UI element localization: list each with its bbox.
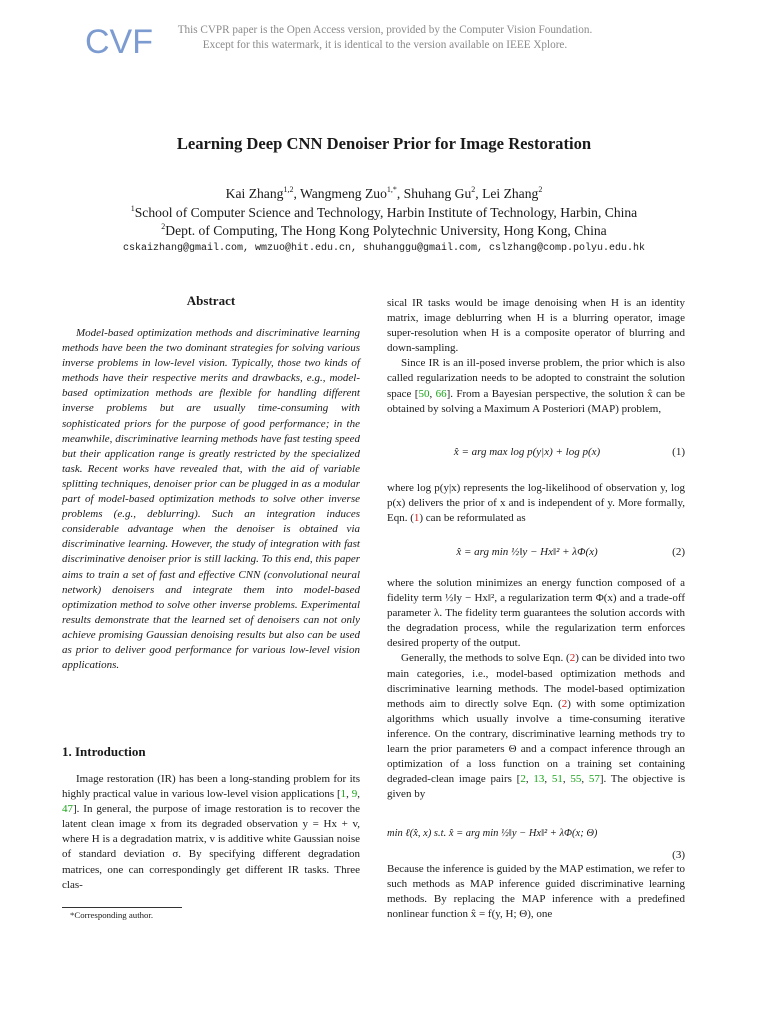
author-name: Lei Zhang xyxy=(482,186,539,201)
banner-line-1: This CVPR paper is the Open Access version, provided by the Computer Vision Foundation. xyxy=(177,24,593,36)
text-run: Image restoration (IR) has been a long-standing problem for its highly practical value in various low-level vision applications [ xyxy=(62,773,360,801)
text-run: where log p(y|x) represents the log-likelihood of observation y, log p(x) delivers the prior of x and is independent of y. More formally, Eqn. ( xyxy=(387,482,685,525)
author-affil-mark: 1,2 xyxy=(283,185,294,194)
affil-text: Dept. of Computing, The Hong Kong Polytechnic University, Hong Kong, China xyxy=(165,223,607,238)
affil-text: School of Computer Science and Technology, Harbin Institute of Technology, Harbin, China xyxy=(134,204,638,220)
equation-2 xyxy=(387,540,685,568)
equation-ref-link[interactable]: 2 xyxy=(569,652,576,665)
author-emails: cskaizhang@gmail.com, wmzuo@hit.edu.cn, shuhanggu@gmail.com, cslzhang@comp.polyu.edu.hk xyxy=(122,243,646,254)
text-run: ) can be reformulated as xyxy=(419,512,526,525)
banner-line-2: Except for this watermark, it is identical to the version available on IEEE Xplore. xyxy=(202,39,568,51)
equation-ref-link[interactable]: 2 xyxy=(561,697,568,710)
right-col-block-3 xyxy=(387,576,685,802)
author-name: Wangmeng Zuo xyxy=(300,186,387,201)
intro-paragraph: Image restoration (IR) has been a long-standing problem for its highly practical value in various low-level vision applications [1, 9, 47]. In general, the purpose of image restoration is to recover the latent clean image x from its degraded observation y = Hx + v, where H is a degradation matrix, v is additive white Gaussian noise of standard deviation σ. By specifying different degradation matrices, one can correspondingly get different IR tasks. Three clas- xyxy=(62,773,361,891)
author-name: Kai Zhang xyxy=(225,186,284,201)
affil-mark: 1 xyxy=(130,203,135,213)
author-affil-mark: 2 xyxy=(538,185,543,194)
abstract-paragraph: Model-based optimization methods and discriminative learning methods have been the two dominant strategies for solving various inverse problems in low-level vision. Typically, those two kinds of methods have their respective merits and drawbacks, e.g., model-based optimization methods are flexible for handling different inverse problems but are usually time-consuming with sophisticated priors for the purpose of good performance; in the meanwhile, discriminative learning methods have fast testing speed but their application range is greatly restricted by the specialized task. Recent works have revealed that, with the aid of variable splitting techniques, denoiser prior can be plugged in as a modular part of model-based optimization methods to solve other inverse problems (e.g., deblurring). Such an integration induces considerable advantage when the denoiser is obtained via discriminative learning. However, the study of integration with fast discriminative denoiser prior is still lacking. To this end, this paper aims to train a set of fast and effective CNN (convolutional neural network) denoisers and integrate them into model-based optimization method to solve other inverse problems. Experimental results demonstrate that the learned set of denoisers can not only achieve promising Gaussian denoising results but also can be used as prior to deliver good performance for various low-level vision applications. xyxy=(62,327,360,672)
right-col-block-1 xyxy=(387,296,685,417)
affiliation-2 xyxy=(0,222,768,241)
equation-ref-link[interactable]: 1 xyxy=(413,512,420,525)
equation-body: x̂ = arg min ½‖y − Hx‖² + λΦ(x) xyxy=(456,546,598,558)
citation-link[interactable]: 1 xyxy=(340,788,347,801)
citation-link[interactable]: 2 xyxy=(520,773,526,786)
citation-link[interactable]: 9 xyxy=(351,788,358,801)
equation-body: min ℓ(x̂, x) s.t. x̂ = arg min ½‖y − Hx‖² + λΦ(x; Θ) xyxy=(387,828,598,839)
citation-link[interactable]: 66 xyxy=(435,387,447,400)
footnote: *Corresponding author. xyxy=(70,910,154,920)
citation-link[interactable]: 50 xyxy=(418,387,430,400)
author-list: Kai Zhang$^{1,2}$, Wangmeng Zuo$^{1,*}$, Shuhang Gu$^2$, Lei Zhang$^2$ xyxy=(225,185,543,201)
citation-link[interactable]: 55 xyxy=(570,773,582,786)
paragraph: Generally, the methods to solve Eqn. (2) can be divided into two main categories, i.e., model-based optimization methods and discriminative learning methods. The model-based optimization methods aim to directly solve Eqn. (2) with some optimization algorithms which usually involve a time-consuming iterative inference. On the contrary, discriminative learning methods try to learn the prior parameters Θ and a compact inference through an optimization of a loss function on a training set containing degraded-clean image pairs [2, 13, 51, 55, 57]. The objective is given by xyxy=(387,652,686,801)
paragraph: sical IR tasks would be image denoising when H is an identity matrix, image deblurring when H is a blurring operator, image super-resolution when H is a composite operator of blurring and down-sampling. xyxy=(387,297,685,355)
author-affil-mark: 2 xyxy=(471,185,476,194)
paragraph: Because the inference is guided by the MAP estimation, we refer to such methods as MAP inference guided discriminative learning methods. By replacing the MAP inference with a predefined nonlinear function x̂ = f(y, H; Θ), one xyxy=(387,863,685,921)
cvf-logo xyxy=(84,22,153,61)
equation-3 xyxy=(387,822,685,861)
abstract-heading: Abstract xyxy=(186,293,236,308)
text-run: ]. The objective is given by xyxy=(387,773,686,801)
equation-body: x̂ = arg max log p(y|x) + log p(x) xyxy=(453,446,601,458)
text-run: Since IR is an ill-posed inverse problem, the prior which is also called regularization needs to be adopted to constraint the solution space [ xyxy=(387,357,685,400)
citation-link[interactable]: 51 xyxy=(551,773,563,786)
equation-1 xyxy=(387,440,685,468)
cvf-logo-text: CVF xyxy=(85,23,153,61)
text-run: ]. From a Bayesian perspective, the solution x̂ can be obtained by solving a Maximum A Posteriori (MAP) problem, xyxy=(387,387,686,415)
open-access-banner xyxy=(150,23,620,53)
citation-link[interactable]: 47 xyxy=(62,803,73,816)
equation-number: (2) xyxy=(672,546,685,558)
right-col-block-4 xyxy=(387,862,685,922)
paper-title: Learning Deep CNN Denoiser Prior for Image Restoration xyxy=(176,134,592,153)
right-col-block-2 xyxy=(387,481,685,526)
intro-text xyxy=(62,772,360,893)
citation-link[interactable]: 13 xyxy=(533,773,545,786)
section-heading-introduction: 1. Introduction xyxy=(62,744,146,759)
affiliation-1 xyxy=(0,204,768,223)
affil-mark: 2 xyxy=(161,222,166,231)
citation-link[interactable]: 57 xyxy=(588,773,600,786)
author-affil-mark: 1,* xyxy=(386,185,397,194)
author-block xyxy=(0,185,768,241)
equation-number: (3) xyxy=(672,849,685,861)
equation-number: (1) xyxy=(672,446,685,458)
abstract-text xyxy=(62,326,360,673)
text-run: Generally, the methods to solve Eqn. ( xyxy=(401,652,570,665)
author-name: Shuhang Gu xyxy=(403,186,472,201)
paragraph: Since IR is an ill-posed inverse problem, the prior which is also called regularization needs to be adopted to constraint the solution space [50, 66]. From a Bayesian perspective, the solution x̂ can be obtained by solving a Maximum A Posteriori (MAP) problem, xyxy=(387,357,686,415)
text-run: ) can be divided into two main categories, i.e., model-based optimization methods and discriminative learning methods. The model-based optimization methods aim to directly solve Eqn. ( xyxy=(387,652,685,710)
paragraph xyxy=(387,481,685,526)
footnote-rule xyxy=(62,907,182,908)
text-run: ) with some optimization algorithms which usually involve a time-consuming iterative inference. On the contrary, discriminative learning methods try to learn the prior parameters Θ and a compact inference through an optimization of a loss function on a training set containing degraded-clean image pairs [ xyxy=(387,697,685,786)
text-run: ]. In general, the purpose of image restoration is to recover the latent clean image x from its degraded observation y = Hx + v, where H is a degradation matrix, v is additive white Gaussian noise of standard deviation σ. By specifying different degradation matrices, one can correspondingly get different IR tasks. Three clas- xyxy=(62,803,360,891)
paragraph: where the solution minimizes an energy function composed of a fidelity term ½‖y − Hx‖², a regularization term Φ(x) and a trade-off parameter λ. The fidelity term guarantees the solution accords with the degradation process, while the regularization term enforces desired property of the output. xyxy=(387,577,685,650)
